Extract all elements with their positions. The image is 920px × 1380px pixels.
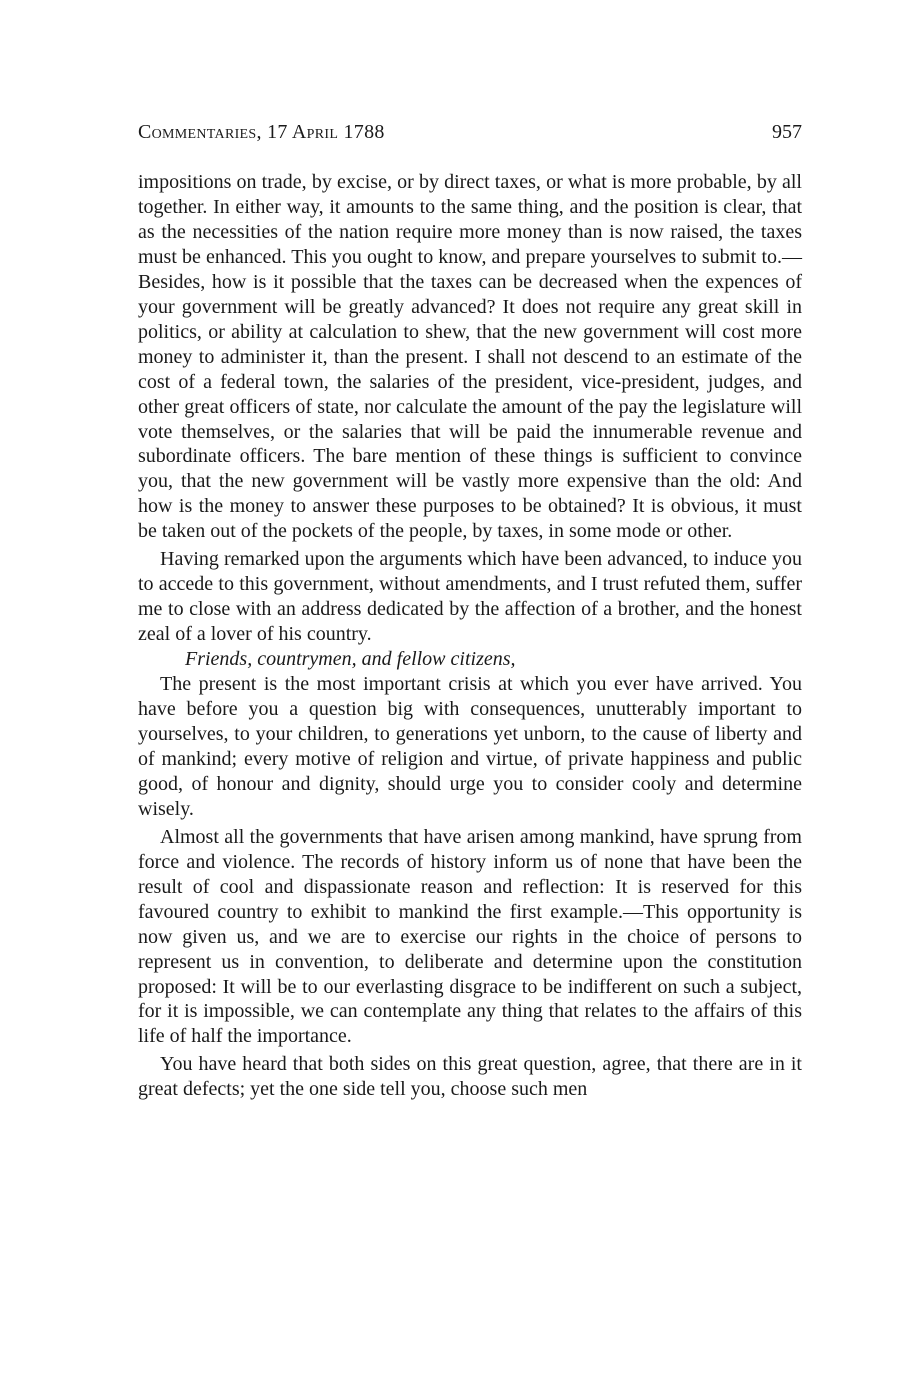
salutation: Friends, countrymen, and fellow citizens,: [185, 648, 516, 671]
paragraph-continued: impositions on trade, by excise, or by direct taxes, or what is more probable, by all together. In either way, it amounts to the same thing, and the position is clear, that as the necessities of the nation require more money than is now raised, the taxes must be enhanced. This you ought to know, and prepare yourselves to submit to.—Besides, how is it possible that the taxes can be decreased when the expences of your government will be greatly advanced? It does not require any great skill in politics, or ability at calculation to shew, that the new government will cost more money to administer it, than the present. I shall not descend to an estimate of the cost of a federal town, the salaries of the president, vice-president, judges, and other great officers of state, nor calculate the amount of the pay the legislature will vote themselves, or the salaries that will be paid the innumerable revenue and subordinate officers. The bare mention of these things is sufficient to convince you, that the new government will be vastly more expensive than the old: And how is the money to answer these purposes to be obtained? It is obvious, it must be taken out of the pockets of the people, by taxes, in some mode or other.: [138, 171, 802, 543]
paragraph: Almost all the governments that have arisen among mankind, have sprung from force and violence. The records of history inform us of none that have been the result of cool and dispassionate reason and reflection: It is reserved for this favoured country to exhibit to mankind the first example.—This opportunity is now given us, and we are to exercise our rights in the choice of persons to represent us in convention, to deliberate and determine upon the constitution proposed: It will be to our everlasting disgrace to be indifferent on such a subject, for it is impossible, we can contemplate any thing that relates to the affairs of this life of half the importance.: [138, 825, 802, 1048]
document-page: [138, 118, 802, 1102]
body-text: [138, 170, 802, 1102]
page-number: 957: [772, 121, 802, 143]
paragraph: You have heard that both sides on this great question, agree, that there are in it great defects; yet the one side tell you, choose such men: [138, 1053, 802, 1101]
paragraph: Having remarked upon the arguments which have been advanced, to induce you to accede to this government, without amendments, and I trust refuted them, suffer me to close with an address dedicated by the affection of a brother, and the honest zeal of a lover of his country.: [138, 548, 802, 646]
paragraph: The present is the most important crisis at which you ever have arrived. You have before you a question big with consequences, unutterably important to yourselves, to your children, to generations yet unborn, to the cause of liberty and of mankind; every motive of religion and virtue, of private happiness and public good, of honour and dignity, should urge you to consider cooly and determine wisely.: [138, 673, 802, 820]
running-title: Commentaries, 17 April 1788: [138, 121, 385, 143]
running-head: [138, 118, 802, 146]
